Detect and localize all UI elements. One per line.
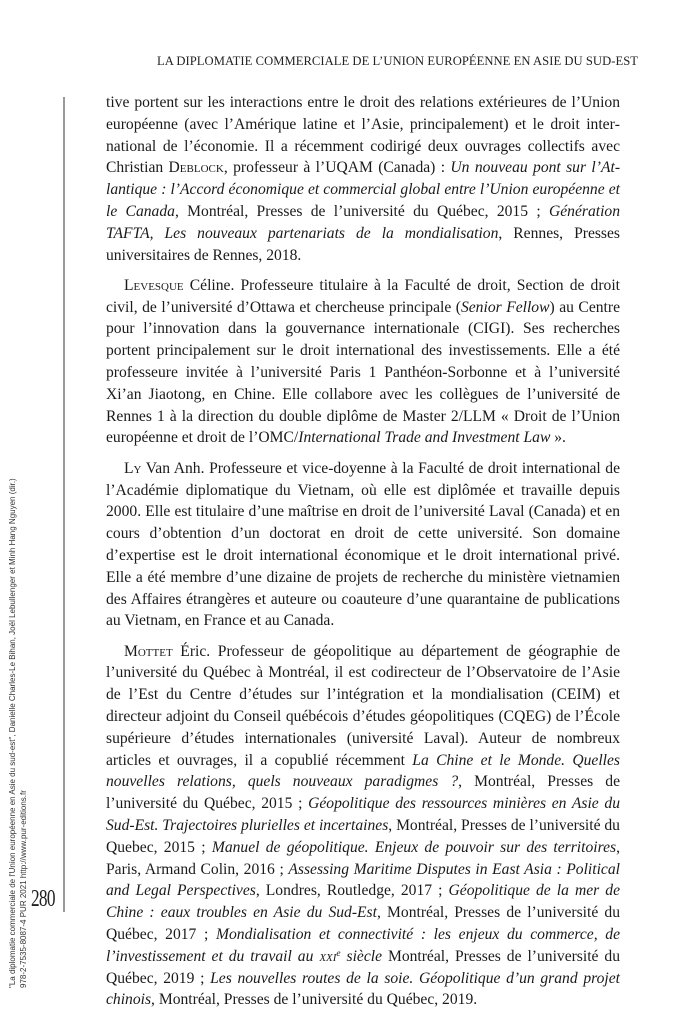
text-segment: siècle: [340, 947, 383, 965]
text-segment: , Londres, Routledge, 2017 ;: [255, 882, 449, 900]
text-segment: , Montréal, Presses de l’université du Québec, 2017 ;: [106, 904, 620, 943]
side-credit: [7, 0, 47, 1000]
side-credit-line-2: 978-2-7535-8087-4 PUR 2021 http://www.pur-editions.fr: [19, 790, 28, 988]
author-surname: Levesque: [124, 276, 184, 294]
page-number: 280: [31, 886, 55, 912]
text-segment: Céline. Professeure titulaire à la Faculté de droit, Section de droit civil, de l’université d’Ottawa et chercheuse principale (: [106, 276, 620, 316]
text-segment: Géopolitique des ressources minières en Asie du Sud-Est. Trajectoires plurielles et incertaines: [106, 795, 621, 834]
text-segment: Géopolitique de la mer de Chine : eaux troubles en Asie du Sud-Est: [106, 882, 620, 922]
text-segment: tive portent sur les interactions entre le droit des relations extérieures de l’Union européenne (avec l’Amérique latine et l’Asie, principalement) et le droit international de l’économie. Il a récemment codirigé deux ouvrages collectifs avec Christian: [106, 94, 620, 177]
paragraph-levesque: [106, 275, 620, 449]
text-segment: Senior Fellow: [460, 298, 550, 316]
text-segment: La Chine et le Monde. Quelles nouvelles relations, quels nouveaux paradigmes ?: [106, 751, 620, 791]
author-surname: Deblock: [168, 159, 224, 177]
text-segment: Montréal, Presses de l’université du Québec, 2019 ;: [106, 947, 620, 987]
text-segment: Manuel de géopolitique. Enjeux de pouvoir sur des territoires: [211, 838, 617, 856]
text-segment: ) au Centre pour l’innovation dans la gouvernance internationale (CIGI). Ses recherches portent principalement sur le droit international des investissements. Elle a été professeure invitée à l’université Paris 1 Panthéon-Sorbonne et à l’université Xi’an Jiaotong, en Chine. Elle collabore avec les collègues de l’université de Rennes 1 à la direction du double diplôme de Master 2/LLM « Droit de l’Union européenne et droit de l’OMC/: [106, 298, 620, 447]
text-segment: , Montréal, Presses de l’université du Québec, 2019.: [151, 991, 478, 1009]
text-segment: xxi: [319, 947, 337, 965]
running-header: LA DIPLOMATIE COMMERCIALE DE L’UNION EUROPÉENNE EN ASIE DU SUD-EST: [156, 54, 638, 68]
text-segment: Mondialisation et connectivité : les enjeux du commerce, de l’investissement et du travail au: [106, 925, 620, 965]
margin-rule: [63, 97, 65, 912]
text-segment: ».: [550, 429, 566, 447]
text-segment: , Montréal, Presses de l’université du Quebec, 2015 ;: [106, 817, 620, 856]
text-segment: Assessing Maritime Disputes in East Asia : Political and Legal Perspectives: [106, 860, 620, 900]
text-segment: Génération TAFTA, Les nouveaux partenariats de la mondialisation: [106, 202, 620, 242]
paragraph-continuation: [106, 92, 620, 266]
text-segment: Van Anh. Professeure et vice-doyenne à la Faculté de droit international de l’Académie diplomatique du Vietnam, où elle est diplômée et travaille depuis 2000. Elle est titulaire d’une maîtrise en droit de l’université Laval (Canada) et en cours d’obtention d’un doctorat en droit de cette université. Son domaine d’expertise est le droit international économique et le droit international privé. Elle a été membre d’une dizaine de projets de recherche du ministère vietnamien des Affaires étrangères et auteure ou coauteure d’une quarantaine de publications au Vietnam, en France et au Canada.: [106, 459, 620, 630]
paragraph-mottet: [106, 641, 620, 1012]
text-segment: , Paris, Armand Colin, 2016 ;: [106, 838, 620, 878]
text-segment: Un nouveau pont sur l’Atlantique : l’Accord économique et commercial global entre l’Union européenne et le Canada: [106, 159, 621, 220]
contributors-text: [106, 92, 620, 1020]
paragraph-ly: [106, 458, 620, 632]
author-surname: Mottet: [124, 642, 173, 660]
text-segment: Les nouvelles routes de la soie. Géopolitique d’un grand projet chinois: [106, 969, 620, 1009]
text-segment: e: [336, 948, 341, 959]
text-segment: , Rennes, Presses universitaires de Rennes, 2018.: [106, 224, 620, 264]
text-segment: , professeur à l’UQAM (Canada) :: [223, 159, 451, 177]
text-segment: Éric. Professeur de géopolitique au département de géographie de l’université du Québec à Montréal, il est codirecteur de l’Observatoire de l’Asie de l’Est du Centre d’études sur l’intégration et la mondialisation (CEIM) et directeur adjoint du Conseil québécois d’études géopolitiques (CQEG) de l’École supérieure d’études internationales (université Laval). Auteur de nombreux articles et ouvrages, il a copublié récemment: [106, 642, 620, 769]
text-segment: International Trade and Investment Law: [298, 429, 551, 447]
text-segment: , Montréal, Presses de l’université du Québec, 2015 ;: [174, 202, 549, 220]
author-surname: Ly: [124, 459, 142, 477]
text-segment: , Montréal, Presses de l’université du Québec, 2015 ;: [106, 773, 620, 813]
side-credit-line-1: "La diplomatie commerciale de l'Union européenne en Asie du sud-est", Danielle Charles-Le Bihan, Joël Lebullenger et Minh Hang Nguyen (dir.): [8, 478, 17, 988]
